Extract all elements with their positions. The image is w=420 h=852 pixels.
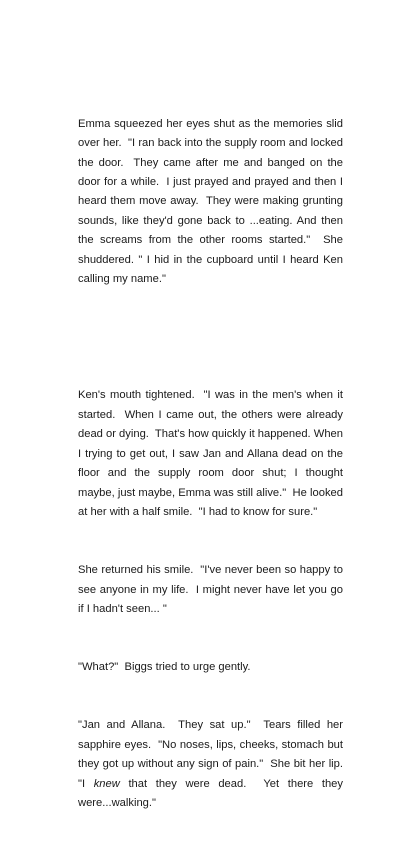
- emphasis-knew: knew: [93, 777, 120, 790]
- paragraph-biggs-what: "What?" Biggs tried to urge gently.: [78, 661, 251, 674]
- text-segment: that they were dead. Yet there they were...walking.": [78, 777, 347, 810]
- paragraph-ken-account: Ken's mouth tightened. "I was in the men's when it started. When I came out, the others were already dead or dying. That's how quickly it happened. When I trying to get out, I saw Jan and Allana dead on the floor and the supply room door shut; I thought maybe, just maybe, Emma was still alive." He looked at her with a half smile. "I had to know for sure.": [78, 389, 347, 518]
- page-body: [78, 76, 347, 852]
- paragraph-break: [78, 328, 343, 347]
- text-segment: "Jan and Allana. They sat up." Tears filled her sapphire eyes. "No noses, lips, cheeks, stomach but they got up without any sign of pain." She bit her lip. "I: [78, 719, 347, 790]
- paragraph-emma-memory: Emma squeezed her eyes shut as the memories slid over her. "I ran back into the supply room and locked the door. They came after me and banged on the door for a while. I just prayed and prayed and then I heard them move away. They were making grunting sounds, like they'd gone back to ...eating. And then the screams from the other rooms started." She shuddered. " I hid in the cupboard until I heard Ken calling my name.": [78, 117, 347, 286]
- paragraph-she-returned: She returned his smile. "I've never been so happy to see anyone in my life. I might never have let you go if I hadn't seen... ": [78, 564, 347, 615]
- paragraph-jan-allana: [78, 716, 347, 813]
